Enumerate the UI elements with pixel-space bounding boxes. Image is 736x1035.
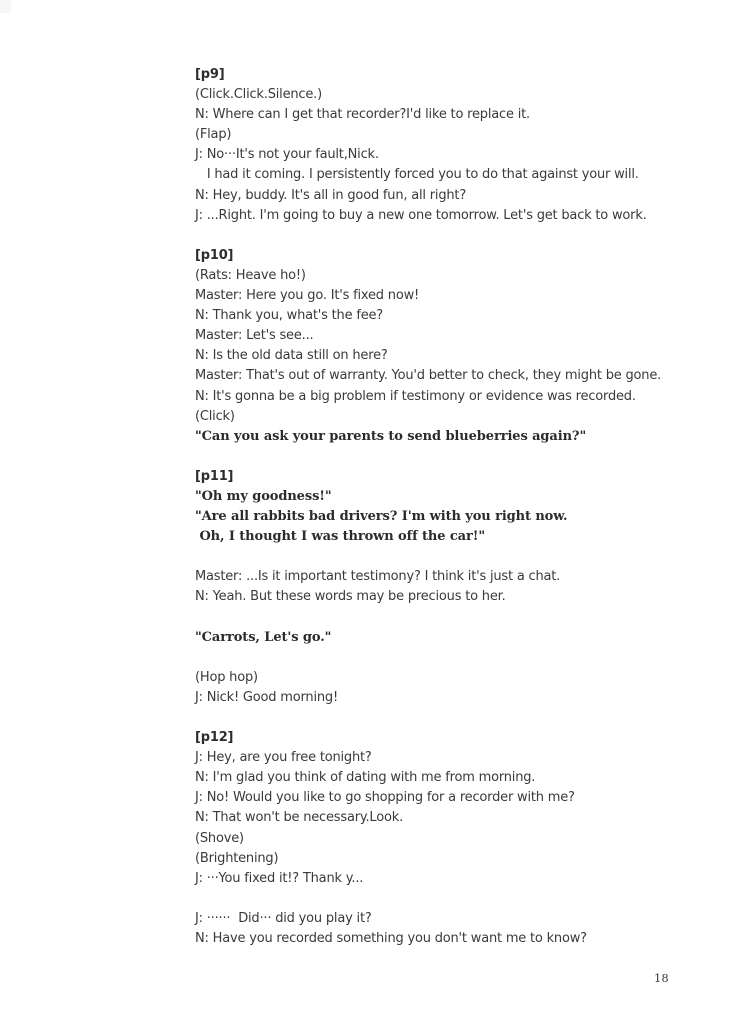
script-line: N: Is the old data still on here? bbox=[195, 348, 388, 364]
script-section-header: [p10] bbox=[195, 247, 234, 263]
blank-line bbox=[195, 447, 725, 467]
blank-line bbox=[195, 708, 725, 728]
script-section-header: [p12] bbox=[195, 730, 234, 746]
script-line: (Click) bbox=[195, 408, 235, 424]
script-line: J: No···It's not your fault,Nick. bbox=[195, 147, 379, 163]
script-line: Master: Let's see... bbox=[195, 328, 314, 344]
script-quote-line: "Are all rabbits bad drivers? I'm with you right now. bbox=[195, 509, 568, 525]
script-line: N: Where can I get that recorder?I'd like to replace it. bbox=[195, 107, 530, 123]
script-line: (Flap) bbox=[195, 127, 232, 143]
script-line: (Click.Click.Silence.) bbox=[195, 87, 322, 103]
script-line: (Rats: Heave ho!) bbox=[195, 267, 306, 283]
blank-line bbox=[195, 608, 725, 628]
script-quote-line: "Can you ask your parents to send blueberries again?" bbox=[195, 428, 587, 444]
script-line: N: Have you recorded something you don't want me to know? bbox=[195, 931, 587, 947]
script-line: Master: ...Is it important testimony? I think it's just a chat. bbox=[195, 569, 561, 585]
script-line: N: Yeah. But these words may be precious to her. bbox=[195, 589, 506, 605]
script-line: (Brightening) bbox=[195, 850, 279, 866]
scan-corner-artifact bbox=[0, 0, 11, 13]
script-line: N: That won't be necessary.Look. bbox=[195, 810, 404, 826]
script-line: (Shove) bbox=[195, 830, 244, 846]
script-line: J: Nick! Good morning! bbox=[195, 689, 338, 705]
blank-line bbox=[195, 226, 725, 246]
script-line: N: Hey, buddy. It's all in good fun, all right? bbox=[195, 187, 467, 203]
script-section-header: [p11] bbox=[195, 468, 234, 484]
script-section-header: [p9] bbox=[195, 67, 225, 82]
script-text-block bbox=[195, 65, 725, 949]
script-line: J: No! Would you like to go shopping for a recorder with me? bbox=[195, 790, 575, 806]
script-line: N: I'm glad you think of dating with me from morning. bbox=[195, 770, 536, 786]
script-line: J: ···You fixed it!? Thank y... bbox=[195, 870, 364, 886]
blank-line bbox=[195, 648, 725, 668]
script-line: J: Hey, are you free tonight? bbox=[195, 750, 372, 766]
script-line: J: ······ Did··· did you play it? bbox=[195, 910, 372, 926]
script-line: Master: Here you go. It's fixed now! bbox=[195, 288, 420, 304]
blank-line bbox=[195, 889, 725, 909]
script-quote-line: "Oh my goodness!" bbox=[195, 488, 332, 504]
script-quote-line: Oh, I thought I was thrown off the car!" bbox=[195, 529, 486, 545]
script-line: (Hop hop) bbox=[195, 669, 258, 685]
script-line: I had it coming. I persistently forced you to do that against your will. bbox=[195, 167, 639, 183]
script-line: N: Thank you, what's the fee? bbox=[195, 308, 383, 324]
script-line: J: ...Right. I'm going to buy a new one tomorrow. Let's get back to work. bbox=[195, 207, 647, 223]
script-quote-line: "Carrots, Let's go." bbox=[195, 629, 332, 645]
page-number: 18 bbox=[654, 971, 669, 985]
script-line: N: It's gonna be a big problem if testimony or evidence was recorded. bbox=[195, 388, 636, 404]
script-line: Master: That's out of warranty. You'd better to check, they might be gone. bbox=[195, 368, 662, 384]
blank-line bbox=[195, 547, 725, 567]
